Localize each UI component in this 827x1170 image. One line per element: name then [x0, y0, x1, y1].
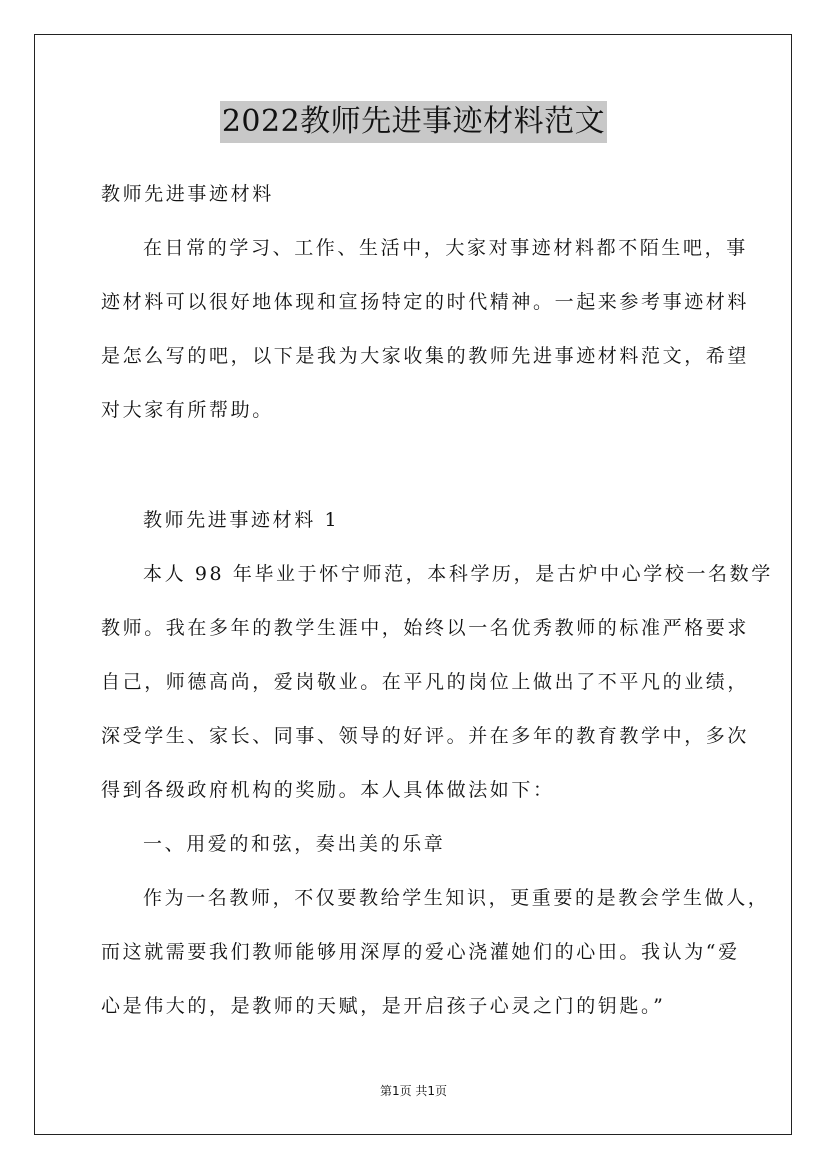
subtitle: 教师先进事迹材料	[101, 183, 274, 205]
sub-heading: 一、用爱的和弦，奏出美的乐章	[143, 833, 446, 855]
section-line-4: 深受学生、家长、同事、领导的好评。并在多年的教育教学中，多次	[101, 725, 750, 747]
final-line-3: 心是伟大的，是教师的天赋，是开启孩子心灵之门的钥匙。”	[101, 995, 666, 1017]
section-line-3: 自己，师德高尚，爱岗敬业。在平凡的岗位上做出了不平凡的业绩，	[101, 671, 750, 693]
section-line-1: 本人 98 年毕业于怀宁师范，本科学历，是古炉中心学校一名数学	[143, 563, 773, 585]
section-heading: 教师先进事迹材料 1	[143, 509, 340, 531]
document-title	[0, 101, 827, 143]
page-footer: 第1页 共1页	[379, 1084, 448, 1098]
intro-line-3: 是怎么写的吧，以下是我为大家收集的教师先进事迹材料范文，希望	[101, 345, 750, 367]
intro-line-1: 在日常的学习、工作、生活中，大家对事迹材料都不陌生吧，事	[143, 237, 748, 259]
section-line-5: 得到各级政府机构的奖励。本人具体做法如下：	[101, 779, 555, 801]
section-line-2: 教师。我在多年的教学生涯中，始终以一名优秀教师的标准严格要求	[101, 617, 750, 639]
intro-line-4: 对大家有所帮助。	[101, 399, 274, 421]
intro-line-2: 迹材料可以很好地体现和宣扬特定的时代精神。一起来参考事迹材料	[101, 291, 750, 313]
document-title-text: 2022教师先进事迹材料范文	[220, 101, 607, 143]
final-line-1: 作为一名教师，不仅要教给学生知识，更重要的是教会学生做人，	[143, 887, 770, 909]
final-line-2: 而这就需要我们教师能够用深厚的爱心浇灌她们的心田。我认为“爱	[101, 941, 740, 963]
